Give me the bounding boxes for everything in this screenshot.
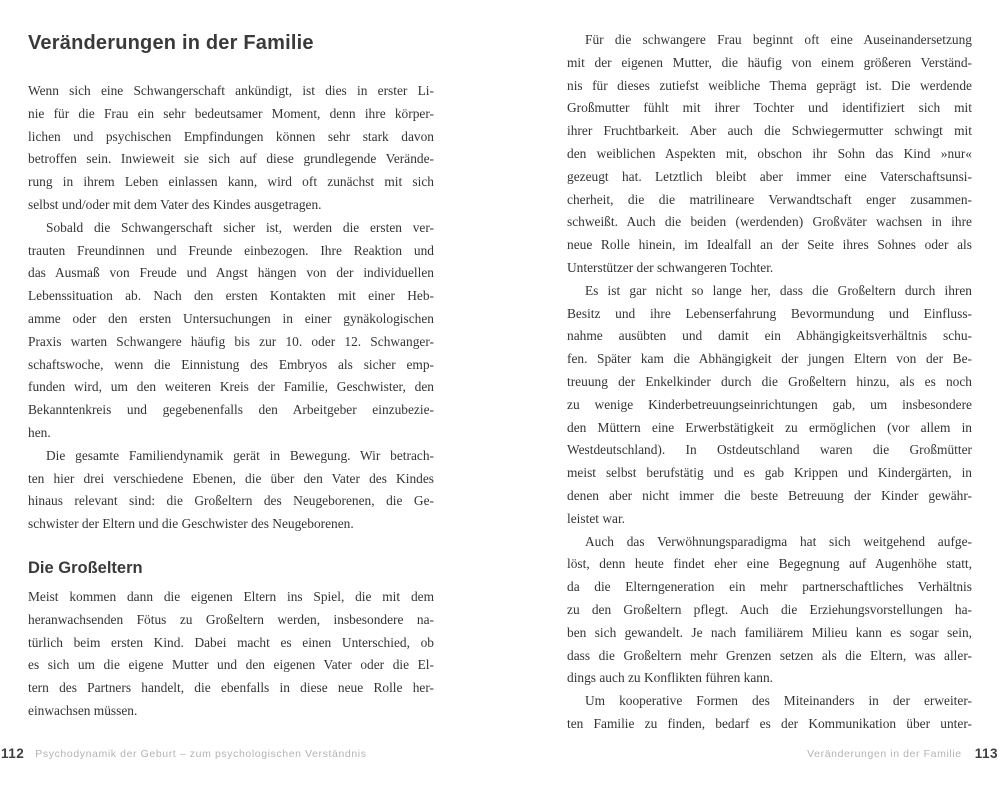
text-line: es sich um die eigene Mutter und den eigenen Vater oder die El- bbox=[28, 657, 434, 673]
text-line: funden wird, um den weiteren Kreis der Familie, Geschwister, den bbox=[28, 379, 434, 395]
text-line: Die gesamte Familiendynamik gerät in Bewegung. Wir betrach- bbox=[46, 447, 434, 463]
text-line: schaftswoche, wenn die Einnistung des Embryos als sicher emp- bbox=[28, 356, 434, 372]
text-line: amme oder den ersten Untersuchungen in einer gynäkologischen bbox=[28, 310, 434, 326]
text-line: löst, denn heute findet eher eine Begegnung auf Augenhöhe statt, bbox=[567, 556, 972, 572]
text-line: Westdeutschland). In Ostdeutschland waren die Großmütter bbox=[567, 442, 972, 458]
text-line: ten hier drei verschiedene Ebenen, die über den Vater des Kindes bbox=[28, 470, 434, 486]
text-line: Lebenssituation ab. Nach den ersten Kontakten mit einer Heb- bbox=[28, 288, 434, 304]
text-line: Um kooperative Formen des Miteinanders in der erweiter- bbox=[585, 693, 972, 709]
paragraph bbox=[567, 531, 972, 691]
left-page-footer bbox=[1, 745, 367, 763]
text-line: heranwachsenden Fötus zu Großeltern werden, insbesondere na- bbox=[28, 611, 434, 627]
page-number-left: 112 bbox=[1, 746, 25, 761]
text-line: Sobald die Schwangerschaft sicher ist, werden die ersten ver- bbox=[46, 219, 434, 235]
text-line: Für die schwangere Frau beginnt oft eine Auseinandersetzung bbox=[585, 32, 972, 47]
paragraph bbox=[28, 80, 434, 217]
text-line: Unterstützer der schwangeren Tochter. bbox=[567, 259, 774, 275]
paragraph bbox=[28, 586, 434, 723]
text-line: Praxis warten Schwangere häufig bis zur 10. oder 12. Schwanger- bbox=[28, 333, 434, 349]
text-line: da die Elterngeneration ein mehr partnerschaftliches Verhältnis bbox=[567, 579, 972, 595]
text-line: zu wenige Kinderbetreuungseinrichtungen gab, um insbesondere bbox=[567, 396, 972, 412]
text-line: cherheit, die die matrilineare Verwandtschaft enger zusammen- bbox=[567, 191, 972, 207]
text-line: den Müttern eine Erwerbstätigkeit zu ermöglichen (vor allem in bbox=[567, 419, 972, 435]
text-line: schwister der Eltern und die Geschwister des Neugeborenen. bbox=[28, 516, 354, 532]
text-line: ben sich gewandelt. Je nach familiärem Milieu kann es sogar sein, bbox=[567, 624, 972, 640]
right-page-body bbox=[567, 29, 972, 736]
text-line: Bekanntenkreis und gegebenenfalls den Arbeitgeber einzubezie- bbox=[28, 402, 434, 418]
text-line: rung in ihrem Leben einlassen kann, wird oft zunächst mit sich bbox=[28, 174, 434, 190]
text-line: einwachsen müssen. bbox=[28, 702, 138, 718]
text-line: neue Rolle hinein, im Idealfall an der Seite ihres Sohnes oder als bbox=[567, 237, 972, 253]
text-line: fen. Später kam die Abhängigkeit der jungen Eltern von der Be- bbox=[567, 351, 972, 367]
page-number-right: 113 bbox=[974, 746, 998, 761]
text-line: Wenn sich eine Schwangerschaft ankündigt, ist dies in erster Li- bbox=[28, 83, 434, 98]
text-line: den weiblichen Aspekten mit, obschon ihr Sohn das Kind »nur« bbox=[567, 145, 972, 161]
text-line: nie für die Frau ein sehr bedeutsamer Moment, denn ihre körper- bbox=[28, 105, 434, 121]
text-line: dass die Großeltern mehr Grenzen setzen als die Eltern, was aller- bbox=[567, 647, 972, 663]
left-page bbox=[28, 30, 434, 723]
left-page-body bbox=[28, 80, 434, 723]
text-line: selbst und/oder mit dem Vater des Kindes ausgetragen. bbox=[28, 196, 322, 212]
text-line: nis für dieses zutiefst weibliche Thema geprägt ist. Die werdende bbox=[567, 77, 972, 93]
paragraph bbox=[567, 29, 972, 280]
paragraph bbox=[567, 280, 972, 531]
text-line: Großmutter fühlt mit ihrer Tochter und identifiziert sich mit bbox=[567, 100, 972, 116]
text-line: hinaus relevant sind: die Großeltern des Neugeborenen, die Ge- bbox=[28, 493, 434, 509]
text-line: meist selbst berufstätig und es gab Krippen und Kindergärten, in bbox=[567, 465, 972, 481]
right-page bbox=[567, 29, 972, 736]
text-line: lichen und psychischen Empfindungen können sehr stark davon bbox=[28, 128, 434, 144]
text-line: ihrer Fruchtbarkeit. Aber auch die Schwiegermutter schwingt mit bbox=[567, 123, 972, 139]
text-line: Es ist gar nicht so lange her, dass die Großeltern durch ihren bbox=[585, 282, 972, 298]
running-head-right: Veränderungen in der Familie bbox=[807, 748, 962, 760]
text-line: schweißt. Auch die beiden (werdenden) Großväter wachsen in ihre bbox=[567, 214, 972, 230]
text-line: leistet war. bbox=[567, 510, 626, 526]
text-line: Meist kommen dann die eigenen Eltern ins Spiel, die mit dem bbox=[28, 588, 434, 604]
section-subheading: Die Großeltern bbox=[28, 558, 143, 577]
text-line: treuung der Enkelkinder durch die Großeltern hinzu, als es noch bbox=[567, 373, 972, 389]
text-line: betroffen sein. Inwieweit sie sich auf diese grundlegende Verände- bbox=[28, 151, 434, 167]
text-line: Besitz und ihre Lebenserfahrung Bevormundung und Einfluss- bbox=[567, 305, 972, 321]
text-line: denen aber nicht immer die beste Betreuung der Kinder gewähr- bbox=[567, 487, 972, 503]
chapter-title: Veränderungen in der Familie bbox=[28, 32, 314, 54]
text-line: mit der eigenen Mutter, die häufig von einem größeren Verständ- bbox=[567, 54, 972, 70]
text-line: nahme ausübten und damit ein Abhängigkeitsverhältnis schu- bbox=[567, 328, 972, 344]
paragraph bbox=[567, 690, 972, 736]
text-line: zu den Großeltern pflegt. Auch die Erziehungsvorstellungen ha- bbox=[567, 601, 972, 617]
right-page-footer bbox=[807, 745, 998, 763]
text-line: trauten Freundinnen und Freunde einbezogen. Ihre Reaktion und bbox=[28, 242, 434, 258]
text-line: türlich beim ersten Kind. Dabei macht es einen Unterschied, ob bbox=[28, 634, 434, 650]
text-line: gezeugt hat. Letztlich bleibt aber immer eine Vaterschaftsunsi- bbox=[567, 168, 972, 184]
running-head-left: Psychodynamik der Geburt – zum psychologischen Verständnis bbox=[35, 748, 367, 760]
text-line: tern des Partners handelt, die ebenfalls in diese neue Rolle her- bbox=[28, 680, 434, 696]
text-line: dings auch zu Konflikten führen kann. bbox=[567, 670, 774, 686]
text-line: ten Familie zu finden, bedarf es der Kommunikation über unter- bbox=[567, 715, 972, 731]
text-line: Auch das Verwöhnungsparadigma hat sich weitgehend aufge- bbox=[585, 533, 972, 549]
paragraph bbox=[28, 217, 434, 445]
text-line: hen. bbox=[28, 424, 51, 440]
text-line: das Ausmaß von Freude und Angst hängen von der individuellen bbox=[28, 265, 434, 281]
paragraph bbox=[28, 445, 434, 536]
